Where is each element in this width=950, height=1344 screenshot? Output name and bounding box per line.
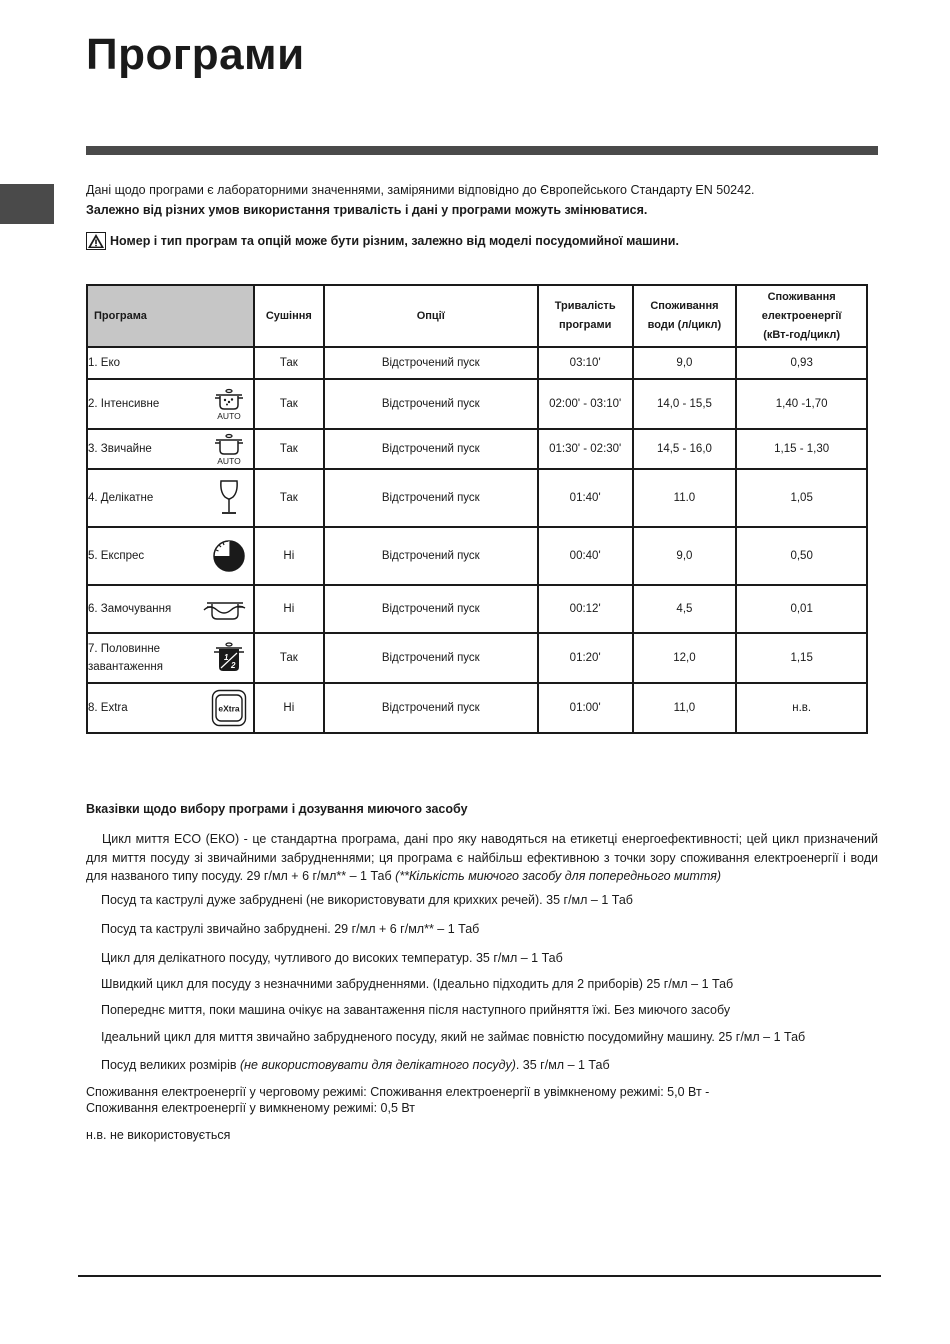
svg-text:AUTO: AUTO xyxy=(217,411,241,421)
guide-title: Вказівки щодо вибору програми і дозування миючого засобу xyxy=(86,802,468,816)
program-name: 2. Інтенсивне xyxy=(88,398,160,410)
table-row xyxy=(87,527,867,585)
normal-auto-icon xyxy=(211,432,247,466)
drying-cell: Так xyxy=(254,633,324,683)
footer-divider xyxy=(78,1275,881,1277)
water-cell: 14,5 - 16,0 xyxy=(633,429,737,469)
program-cell xyxy=(87,683,254,733)
water-cell: 11,0 xyxy=(633,683,737,733)
tip-delicate: Цикл для делікатного посуду, чутливого до високих температур. 35 г/мл – 1 Таб xyxy=(101,951,563,965)
options-cell: Відстрочений пуск xyxy=(324,347,538,379)
program-cell xyxy=(87,347,254,379)
header-energy-line: Споживання xyxy=(767,290,836,303)
header-program: Програма xyxy=(87,285,254,347)
intensive-auto-icon xyxy=(211,387,247,421)
svg-text:AUTO: AUTO xyxy=(217,456,241,466)
water-cell: 12,0 xyxy=(633,633,737,683)
header-energy-line: електроенергії xyxy=(761,309,842,322)
energy-cell: н.в. xyxy=(736,683,867,733)
tip-extra xyxy=(101,1058,610,1072)
soak-pot-icon xyxy=(203,594,247,624)
tip-extra-text: Посуд великих розмірів xyxy=(101,1058,240,1072)
program-name: 6. Замочування xyxy=(88,603,172,615)
program-cell xyxy=(87,379,254,429)
duration-cell: 01:30' - 02:30' xyxy=(538,429,633,469)
energy-cell: 0,01 xyxy=(736,585,867,633)
eco-paragraph-note: (**Кількість миючого засобу для попереднього миття) xyxy=(395,869,722,883)
energy-cell: 0,50 xyxy=(736,527,867,585)
energy-cell: 0,93 xyxy=(736,347,867,379)
options-cell: Відстрочений пуск xyxy=(324,379,538,429)
program-name: 7. Половинне завантаження xyxy=(88,643,163,673)
half-load-icon xyxy=(211,641,247,675)
program-name: 1. Еко xyxy=(88,357,121,369)
program-name: 8. Extra xyxy=(88,702,128,714)
drying-cell: Ні xyxy=(254,683,324,733)
program-name: 5. Експрес xyxy=(88,550,145,562)
standby-line: Споживання електроенергії у черговому режимі: Споживання електроенергії в увімкненому режимі: 5,0 Вт - xyxy=(86,1085,710,1099)
water-cell: 14,0 - 15,5 xyxy=(633,379,737,429)
header-water xyxy=(633,285,737,347)
tip-extra-note: (не використовувати для делікатного посуду) xyxy=(239,1058,516,1072)
tip-normal: Посуд та каструлі звичайно забруднені. 29 г/мл + 6 г/мл** – 1 Таб xyxy=(101,922,480,936)
header-water-line: води (л/цикл) xyxy=(647,319,722,331)
intro-text xyxy=(86,180,886,220)
svg-text:eXtra: eXtra xyxy=(218,703,240,714)
program-cell xyxy=(87,527,254,585)
duration-cell: 01:40' xyxy=(538,469,633,527)
standby-line: Споживання електроенергії у вимкненому режимі: 0,5 Вт xyxy=(86,1101,416,1115)
wine-glass-icon xyxy=(211,478,247,518)
header-duration-line: програми xyxy=(558,319,612,331)
options-cell: Відстрочений пуск xyxy=(324,585,538,633)
energy-cell: 1,15 - 1,30 xyxy=(736,429,867,469)
duration-cell: 00:40' xyxy=(538,527,633,585)
duration-cell: 01:20' xyxy=(538,633,633,683)
header-water-line: Споживання xyxy=(650,300,719,312)
program-cell xyxy=(87,469,254,527)
eco-paragraph-text: Цикл миття ECO (ЕКО) - це стандартна програма, дані про яку наводяться на етикетці енергоефективності; цей цикл призначений для миття посуду зі звичайними забрудненнями; ця програма є найбільш ефективною з точки зору споживання електроенергії і води для названого типу посуду. 29 г/мл + 6 г/мл** – 1 Таб xyxy=(86,832,878,883)
extra-icon xyxy=(211,689,247,727)
drying-cell: Ні xyxy=(254,527,324,585)
tip-soak: Попереднє миття, поки машина очікує на завантаження після наступного прийняття їжі. Без миючого засобу xyxy=(101,1003,731,1017)
warning-text: Номер і тип програм та опцій може бути різним, залежно від моделі посудомийної машини. xyxy=(110,234,679,248)
side-language-tab xyxy=(0,184,54,224)
table-row xyxy=(87,683,867,733)
duration-cell: 03:10' xyxy=(538,347,633,379)
water-cell: 11.0 xyxy=(633,469,737,527)
drying-cell: Так xyxy=(254,429,324,469)
warning-note xyxy=(86,232,886,250)
options-cell: Відстрочений пуск xyxy=(324,429,538,469)
standby-consumption xyxy=(86,1084,709,1116)
program-name: 3. Звичайне xyxy=(88,443,152,455)
header-energy-line: (кВт-год/цикл) xyxy=(763,328,841,341)
header-energy xyxy=(736,285,867,347)
drying-cell: Так xyxy=(254,347,324,379)
page-title: Програми xyxy=(86,30,305,79)
programs-table xyxy=(86,284,868,734)
table-row xyxy=(87,633,867,683)
intro-line-1: Дані щодо програми є лабораторними значеннями, заміряними відповідно до Європейського Стандарту EN 50242. xyxy=(86,183,755,197)
express-clock-icon xyxy=(211,538,247,574)
tip-extra-tail: . 35 г/мл – 1 Таб xyxy=(515,1058,610,1072)
program-name: 4. Делікатне xyxy=(88,492,154,504)
options-cell: Відстрочений пуск xyxy=(324,469,538,527)
program-cell xyxy=(87,633,254,683)
water-cell: 9,0 xyxy=(633,347,737,379)
na-footnote: н.в. не використовується xyxy=(86,1128,231,1142)
intro-line-2: Залежно від різних умов використання тривалість і дані у програми можуть змінюватися. xyxy=(86,203,648,217)
svg-text:1: 1 xyxy=(223,653,229,662)
water-cell: 4,5 xyxy=(633,585,737,633)
header-options: Опції xyxy=(324,285,538,347)
program-cell xyxy=(87,429,254,469)
warning-triangle-icon xyxy=(86,232,106,250)
options-cell: Відстрочений пуск xyxy=(324,633,538,683)
tip-intensive: Посуд та каструлі дуже забруднені (не використовувати для крихких речей). 35 г/мл – 1 Таб xyxy=(101,893,633,907)
table-row xyxy=(87,379,867,429)
eco-paragraph xyxy=(86,830,878,886)
duration-cell: 02:00' - 03:10' xyxy=(538,379,633,429)
table-row xyxy=(87,429,867,469)
energy-cell: 1,15 xyxy=(736,633,867,683)
svg-text:2: 2 xyxy=(230,661,236,670)
drying-cell: Ні xyxy=(254,585,324,633)
tip-express: Швидкий цикл для посуду з незначними забрудненнями. (Ідеально підходить для 2 приборів) 25 г/мл – 1 Таб xyxy=(101,977,734,991)
tip-half-load: Ідеальний цикл для миття звичайно забрудненого посуду, який не займає повністю посудомийну машину. 25 г/мл – 1 Таб xyxy=(101,1030,806,1044)
table-row xyxy=(87,585,867,633)
table-row xyxy=(87,347,867,379)
duration-cell: 01:00' xyxy=(538,683,633,733)
water-cell: 9,0 xyxy=(633,527,737,585)
header-duration xyxy=(538,285,633,347)
drying-cell: Так xyxy=(254,469,324,527)
options-cell: Відстрочений пуск xyxy=(324,683,538,733)
header-drying: Сушіння xyxy=(254,285,324,347)
header-duration-line: Тривалість xyxy=(554,300,616,312)
drying-cell: Так xyxy=(254,379,324,429)
energy-cell: 1,05 xyxy=(736,469,867,527)
duration-cell: 00:12' xyxy=(538,585,633,633)
program-cell xyxy=(87,585,254,633)
options-cell: Відстрочений пуск xyxy=(324,527,538,585)
table-row xyxy=(87,469,867,527)
header-divider-bar xyxy=(86,146,878,155)
energy-cell: 1,40 -1,70 xyxy=(736,379,867,429)
